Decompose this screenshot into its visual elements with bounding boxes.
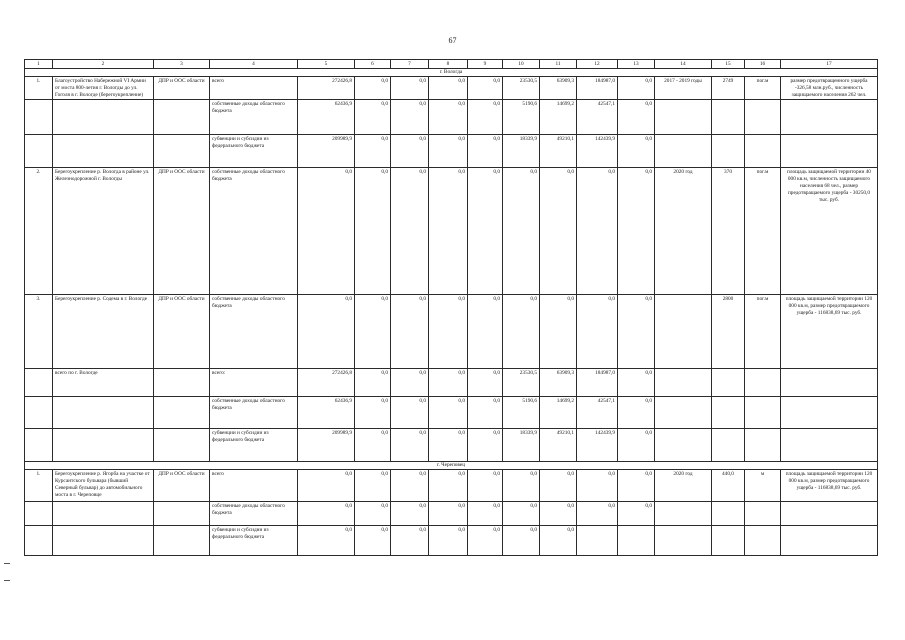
year-2015: 0,0 [355,429,391,462]
table-row [25,470,878,502]
total-amount: 0,0 [298,502,355,526]
year-2016: 0,0 [391,502,429,526]
table-row [25,100,878,135]
column-header: 16 [745,60,781,69]
year-2017: 0,0 [429,369,468,397]
table-row [25,429,878,462]
total-amount: 0,0 [298,470,355,502]
table-row [25,168,878,295]
capacity-unit [745,369,781,397]
expected-result [781,369,878,397]
row-index [25,100,53,135]
year-2021: 142439,9 [577,135,618,168]
expected-result [781,135,878,168]
column-header: 13 [618,60,655,69]
year-2019: 0,0 [503,295,540,369]
margin-mark [4,580,10,581]
year-2020: 0,0 [540,502,577,526]
year-2018: 0,0 [468,397,503,429]
year-2021: 184987,0 [577,77,618,100]
row-index [25,397,53,429]
budget-table [24,59,878,556]
column-header: 14 [655,60,712,69]
table-row [25,77,878,100]
year-2016: 0,0 [391,526,429,556]
implementation-period [655,502,712,526]
funding-source: собственные доходы областного бюджета [210,295,298,369]
object-name: Берегоукрепление р. Ягорба на участке от Курсантского бульвара (бывший Северный бульвар) до автомобильного моста в г. Череповце [53,470,154,502]
year-2021: 42547,1 [577,100,618,135]
capacity-value [712,100,745,135]
funding-source: всего: [210,369,298,397]
year-2019: 23530,5 [503,77,540,100]
year-2022: 0,0 [618,429,655,462]
year-2016: 0,0 [391,397,429,429]
total-amount: 0,0 [298,168,355,295]
executor [154,135,210,168]
expected-result: размер предотвращенного ущерба -326,58 млн.руб., численность защищаемого населения 262 чел. [781,77,878,100]
year-2020: 63909,3 [540,77,577,100]
object-name: Берегоукрепление р. Содема в г. Вологде [53,295,154,369]
year-2019: 0,0 [503,502,540,526]
year-2018: 0,0 [468,168,503,295]
year-2015: 0,0 [355,168,391,295]
year-2015: 0,0 [355,397,391,429]
total-amount: 272426,8 [298,77,355,100]
capacity-value [712,526,745,556]
year-2022: 0,0 [618,502,655,526]
capacity-value: 440,0 [712,470,745,502]
row-index [25,502,53,526]
year-2017: 0,0 [429,77,468,100]
implementation-period: 2017 - 2019 годы [655,77,712,100]
funding-source: собственные доходы областного бюджета [210,397,298,429]
implementation-period [655,295,712,369]
column-header: 8 [429,60,468,69]
year-2016: 0,0 [391,168,429,295]
year-2017: 0,0 [429,100,468,135]
row-index [25,526,53,556]
funding-source: субвенции и субсидии из федерального бюджета [210,135,298,168]
year-2016: 0,0 [391,100,429,135]
object-name [53,429,154,462]
object-name [53,526,154,556]
column-header: 2 [53,60,154,69]
capacity-value [712,397,745,429]
year-2018: 0,0 [468,470,503,502]
year-2020: 0,0 [540,168,577,295]
year-2022: 0,0 [618,168,655,295]
year-2021: 42547,1 [577,397,618,429]
year-2015: 0,0 [355,526,391,556]
capacity-value: 2800 [712,295,745,369]
year-2021: 184987,0 [577,369,618,397]
year-2021: 142439,9 [577,429,618,462]
executor: ДПР и ООС области [154,295,210,369]
total-amount: 0,0 [298,295,355,369]
row-index: 3. [25,295,53,369]
year-2020: 0,0 [540,295,577,369]
implementation-period [655,526,712,556]
object-name [53,502,154,526]
funding-source: собственные доходы областного бюджета [210,168,298,295]
row-index: 2. [25,168,53,295]
column-header: 17 [781,60,878,69]
capacity-unit: пог.м [745,295,781,369]
year-2019: 5190,6 [503,100,540,135]
column-header: 5 [298,60,355,69]
capacity-value [712,429,745,462]
implementation-period [655,369,712,397]
year-2017: 0,0 [429,397,468,429]
table-row [25,369,878,397]
row-index [25,135,53,168]
year-2018: 0,0 [468,77,503,100]
year-2015: 0,0 [355,100,391,135]
expected-result: площадь защищаемой территории 40 000 кв.м, численность защищаемого населения 68 чел., размер предотвращаемого ущерба - 30250,0 тыс. руб. [781,168,878,295]
year-2015: 0,0 [355,77,391,100]
capacity-unit [745,135,781,168]
executor [154,502,210,526]
year-2015: 0,0 [355,470,391,502]
table-row [25,526,878,556]
funding-source: собственные доходы областного бюджета [210,100,298,135]
row-index [25,429,53,462]
year-2018: 0,0 [468,295,503,369]
year-2018: 0,0 [468,369,503,397]
year-2016: 0,0 [391,135,429,168]
year-2018: 0,0 [468,502,503,526]
capacity-unit [745,100,781,135]
implementation-period [655,100,712,135]
year-2017: 0,0 [429,295,468,369]
year-2020: 0,0 [540,470,577,502]
year-2022: 0,0 [618,295,655,369]
table-row [25,135,878,168]
object-name: всего по г. Вологде [53,369,154,397]
implementation-period [655,397,712,429]
total-amount: 272426,8 [298,369,355,397]
year-2018: 0,0 [468,526,503,556]
capacity-value [712,369,745,397]
column-header: 15 [712,60,745,69]
year-2021 [577,526,618,556]
total-amount: 209989,9 [298,429,355,462]
year-2016: 0,0 [391,369,429,397]
year-2020: 14699,2 [540,397,577,429]
object-name: Благоустройство Набережной VI Армии от моста 800-летия г. Вологды до ул. Гоголя в г. Вологде (берегоукрепление) [53,77,154,100]
capacity-value: 370 [712,168,745,295]
year-2016: 0,0 [391,295,429,369]
table-row [25,397,878,429]
year-2018: 0,0 [468,135,503,168]
table-row [25,502,878,526]
executor [154,100,210,135]
capacity-unit: пог.м [745,77,781,100]
expected-result [781,100,878,135]
year-2016: 0,0 [391,77,429,100]
expected-result: площадь защищаемой территории 120 000 кв.м, размер предотвращаемого ущерба - 116838,69 тыс. руб. [781,295,878,369]
capacity-unit [745,429,781,462]
column-header: 10 [503,60,540,69]
funding-source: всего [210,470,298,502]
funding-source: субвенции и субсидии из федерального бюджета [210,429,298,462]
capacity-unit [745,397,781,429]
object-name [53,100,154,135]
total-amount: 209989,9 [298,135,355,168]
section-title-vologda: г. Вологда [25,69,878,77]
column-header: 12 [577,60,618,69]
column-header: 11 [540,60,577,69]
object-name: Берегоукрепление р. Вологда в районе ул. Железнодорожной г. Вологды [53,168,154,295]
expected-result [781,429,878,462]
total-amount: 0,0 [298,526,355,556]
funding-source: субвенции и субсидии из федерального бюджета [210,526,298,556]
year-2019: 0,0 [503,470,540,502]
table-row [25,295,878,369]
year-2017: 0,0 [429,168,468,295]
year-2017: 0,0 [429,470,468,502]
year-2022: 0,0 [618,470,655,502]
executor: ДПР и ООС области [154,168,210,295]
total-amount: 62436,9 [298,100,355,135]
section-row [25,462,878,470]
capacity-unit [745,502,781,526]
capacity-value: 2749 [712,77,745,100]
column-header: 9 [468,60,503,69]
year-2018: 0,0 [468,429,503,462]
capacity-unit: м [745,470,781,502]
expected-result: площадь защищаемой территории 120 000 кв.м, размер предотвращаемого ущерба - 116838,69 тыс. руб. [781,470,878,502]
year-2019: 0,0 [503,168,540,295]
column-header: 3 [154,60,210,69]
implementation-period [655,135,712,168]
column-number-row [25,60,878,69]
year-2020: 14699,2 [540,100,577,135]
year-2015: 0,0 [355,502,391,526]
year-2022: 0,0 [618,397,655,429]
year-2019: 5190,6 [503,397,540,429]
year-2017: 0,0 [429,502,468,526]
column-header: 6 [355,60,391,69]
year-2022: 0,0 [618,369,655,397]
margin-mark [4,563,10,564]
capacity-value [712,502,745,526]
row-index: 1. [25,77,53,100]
column-header: 7 [391,60,429,69]
total-amount: 62436,9 [298,397,355,429]
capacity-value [712,135,745,168]
section-row [25,69,878,77]
capacity-unit: пог.м [745,168,781,295]
row-index [25,369,53,397]
year-2019: 18339,9 [503,429,540,462]
section-title-cherepovets: г. Череповец [25,462,878,470]
object-name [53,397,154,429]
column-header: 1 [25,60,53,69]
executor [154,397,210,429]
column-header: 4 [210,60,298,69]
year-2017: 0,0 [429,429,468,462]
year-2019: 0,0 [503,526,540,556]
expected-result [781,397,878,429]
executor: ДПР и ООС области [154,77,210,100]
year-2021: 0,0 [577,502,618,526]
year-2021: 0,0 [577,470,618,502]
row-index: 1. [25,470,53,502]
year-2015: 0,0 [355,295,391,369]
funding-source: собственные доходы областного бюджета [210,502,298,526]
page-number: 67 [448,36,457,45]
year-2018: 0,0 [468,100,503,135]
year-2020: 49210,1 [540,429,577,462]
year-2015: 0,0 [355,135,391,168]
year-2015: 0,0 [355,369,391,397]
expected-result [781,502,878,526]
year-2016: 0,0 [391,470,429,502]
object-name [53,135,154,168]
implementation-period: 2020 год [655,168,712,295]
year-2022: 0,0 [618,135,655,168]
executor [154,369,210,397]
year-2021: 0,0 [577,295,618,369]
year-2020: 0,0 [540,526,577,556]
year-2022 [618,526,655,556]
executor: ДПР и ООС области [154,470,210,502]
year-2016: 0,0 [391,429,429,462]
year-2020: 49210,1 [540,135,577,168]
executor [154,526,210,556]
year-2019: 23530,5 [503,369,540,397]
year-2017: 0,0 [429,135,468,168]
executor [154,429,210,462]
funding-source: всего [210,77,298,100]
year-2022: 0,0 [618,77,655,100]
implementation-period: 2020 год [655,470,712,502]
year-2021: 0,0 [577,168,618,295]
year-2022: 0,0 [618,100,655,135]
year-2019: 18339,9 [503,135,540,168]
year-2020: 63909,3 [540,369,577,397]
capacity-unit [745,526,781,556]
implementation-period [655,429,712,462]
year-2017: 0,0 [429,526,468,556]
expected-result [781,526,878,556]
